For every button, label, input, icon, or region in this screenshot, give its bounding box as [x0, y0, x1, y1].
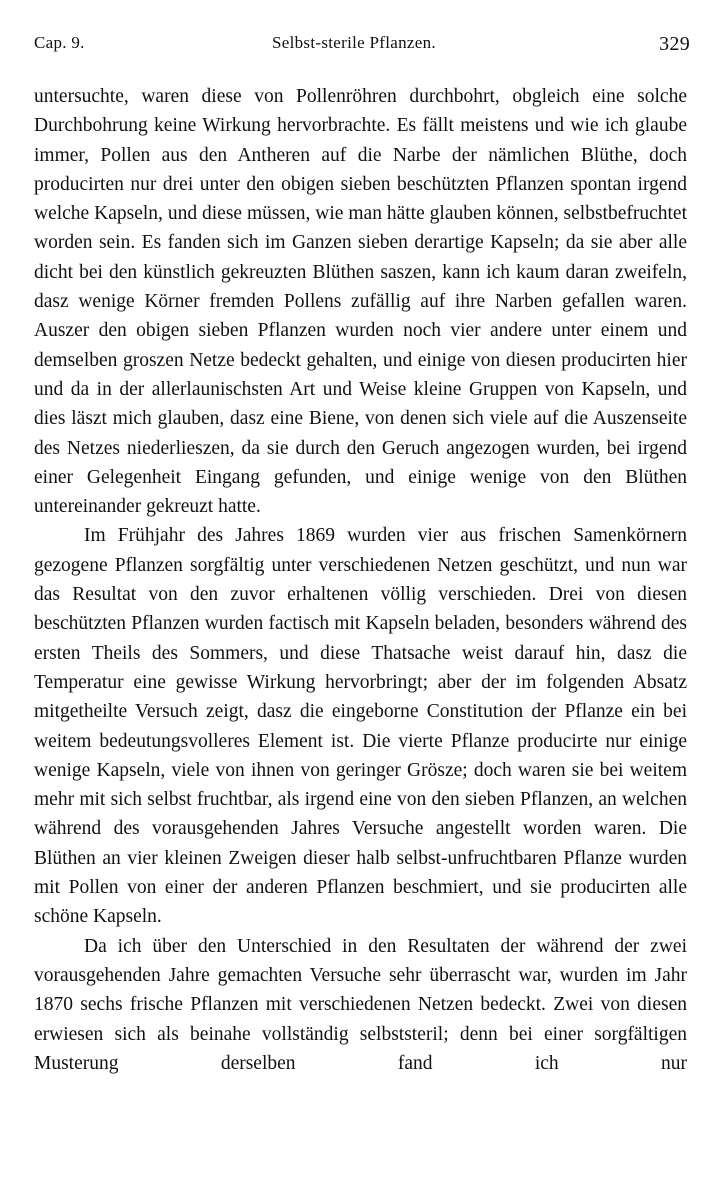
- running-title: Selbst-sterile Pflanzen.: [272, 33, 436, 52]
- paragraph-2: Im Frühjahr des Jahres 1869 wurden vier aus frischen Samenkörnern gezogene Pflanzen sorgfältig unter verschiedenen Netzen geschützt, und nun war das Resultat von den zuvor erhaltenen völlig verschieden. Drei von diesen beschützten Pflanzen wurden factisch mit Kapseln beladen, besonders während des ersten Theils des Sommers, und diese Thatsache weist darauf hin, dasz die Temperatur eine gewisse Wirkung hervorbringt; aber der im folgenden Absatz mitgetheilte Versuch zeigt, dasz die eingeborne Constitution der Pflanze ein bei weitem bedeutungsvolleres Element ist. Die vierte Pflanze producirte nur einige wenige Kapseln, viele von ihnen von geringer Grösze; doch waren sie bei weitem mehr mit sich selbst fruchtbar, als irgend eine von den sieben Pflanzen, an welchen während des vorausgehenden Jahres Versuche angestellt worden waren. Die Blüthen an vier kleinen Zweigen dieser halb selbst-unfruchtbaren Pflanze wurden mit Pollen von einer der anderen Pflanzen beschmiert, und sie producirten alle schöne Kapseln.: [34, 525, 687, 928]
- body-text: [34, 82, 687, 1078]
- chapter-label: Cap. 9.: [34, 33, 85, 52]
- running-head: [34, 33, 690, 59]
- paragraph-1: untersuchte, waren diese von Pollenröhren durchbohrt, obgleich eine solche Durchbohrung keine Wirkung hervorbrachte. Es fällt meistens und wie ich glaube immer, Pollen aus den Antheren auf die Narbe der nämlichen Blüthe, doch producirten nur drei unter den obigen sieben beschützten Pflanzen spontan irgend welche Kapseln, und diese müssen, wie man hätte glauben können, selbstbefruchtet worden sein. Es fanden sich im Ganzen sieben derartige Kapseln; da sie aber alle dicht bei den künstlich gekreuzten Blüthen saszen, kann ich kaum daran zweifeln, dasz wenige Körner fremden Pollens zufällig auf ihre Narben gefallen waren. Auszer den obigen sieben Pflanzen wurden noch vier andere unter einem und demselben groszen Netze bedeckt gehalten, und einige von diesen producirten hier und da in der allerlaunischsten Art und Weise kleine Gruppen von Kapseln, und dies läszt mich glauben, dasz eine Biene, von denen sich viele auf die Auszenseite des Netzes niederlieszen, da sie durch den Geruch angezogen wurden, bei irgend einer Gelegenheit Eingang gefunden, und einige wenige von den Blüthen untereinander gekreuzt hatte.: [34, 86, 687, 518]
- page-number: 329: [659, 33, 690, 55]
- paragraph-3: Da ich über den Unterschied in den Resultaten der während der zwei vorausgehenden Jahre gemachten Versuche sehr überrascht war, wurden im Jahr 1870 sechs frische Pflanzen mit verschiedenen Netzen bedeckt. Zwei von diesen erwiesen sich als beinahe vollständig selbststeril; denn bei einer sorgfältigen Musterung derselben fand ich nur: [34, 935, 687, 1074]
